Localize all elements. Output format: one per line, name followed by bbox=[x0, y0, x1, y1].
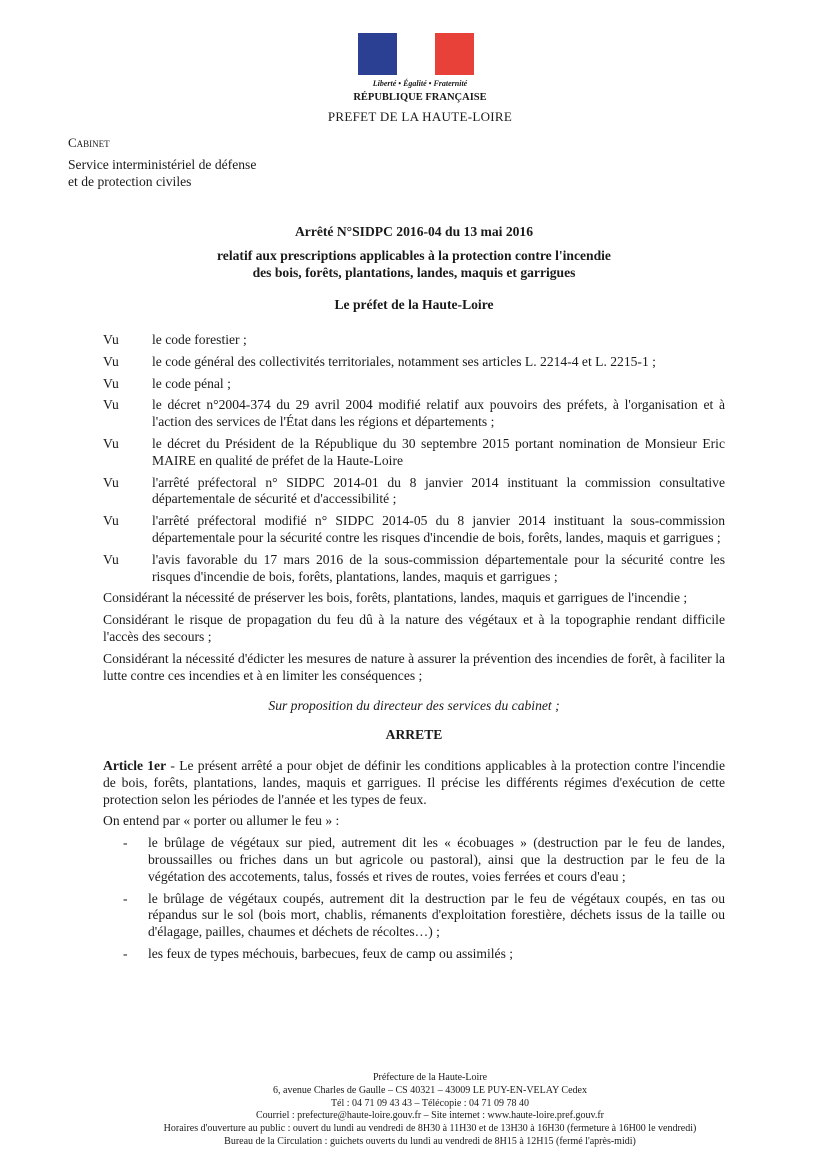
marianne-logo bbox=[358, 33, 474, 75]
bullet-item bbox=[103, 835, 725, 885]
bullet-text: le brûlage de végétaux coupés, autrement dit la destruction par le feu de végétaux coupés, en tas ou répandus sur le sol (bois mort, chablis, rémanents d'exploitation forestière, déchets issus de la taille ou d'élagage, pailles, chaumes et déchets de récoltes…) ; bbox=[148, 890, 725, 940]
considerant-list bbox=[103, 590, 725, 684]
vu-label: Vu bbox=[103, 332, 119, 347]
republic-name: RÉPUBLIQUE FRANÇAISE bbox=[353, 92, 487, 103]
vu-label: Vu bbox=[103, 375, 119, 391]
vu-text: le décret du Président de la République du 30 septembre 2015 portant nomination de Monsieur Eric MAIRE en qualité de préfet de la Haute-Loire bbox=[152, 435, 725, 468]
bullet-text: les feux de types méchouis, barbecues, feux de camp ou assimilés ; bbox=[148, 945, 514, 961]
vu-item bbox=[103, 376, 725, 393]
article-text: - Le présent arrêté a pour objet de définir les conditions applicables à la protection contre l'incendie de bois, forêts, plantations, landes, maquis et garrigues. Il précise les différents régimes d'exécution de cette protection selon les périodes de l'année et les types de feux. bbox=[103, 757, 725, 807]
vu-item bbox=[103, 552, 725, 586]
vu-label: Vu bbox=[103, 353, 119, 369]
footer-line: Horaires d'ouverture au public : ouvert du lundi au vendredi de 8H30 à 11H30 et de 13H30 à 16H30 (fermeture à 16H00 le vendredi) bbox=[163, 1123, 697, 1135]
vu-text: l'arrêté préfectoral n° SIDPC 2014-01 du 8 janvier 2014 instituant la commission consultative départementale de sécurité et d'accessibilité ; bbox=[152, 474, 725, 507]
decree-number: Arrêté N°SIDPC 2016-04 du 13 mai 2016 bbox=[294, 224, 534, 239]
vu-text: l'arrêté préfectoral modifié n° SIDPC 2014-05 du 8 janvier 2014 instituant la sous-commission départementale pour la sécurité contre les risques d'incendie de bois, forêts, landes, maquis et garrigues ; bbox=[152, 513, 725, 545]
footer-line: Tél : 04 71 09 43 43 – Télécopie : 04 71 09 78 40 bbox=[330, 1097, 530, 1109]
republic-motto: Liberté • Égalité • Fraternité bbox=[372, 79, 468, 88]
vu-item bbox=[103, 397, 725, 431]
vu-label: Vu bbox=[103, 397, 119, 413]
vu-item bbox=[103, 332, 725, 349]
vu-label: Vu bbox=[103, 551, 119, 567]
bullet-item bbox=[103, 946, 725, 963]
bullet-item bbox=[103, 891, 725, 941]
vu-text: le code pénal ; bbox=[152, 375, 231, 391]
vu-list bbox=[103, 332, 725, 585]
authority: Le préfet de la Haute-Loire bbox=[334, 297, 494, 313]
vu-text: le code général des collectivités territoriales, notamment ses articles L. 2214-4 et L. 2215-1 ; bbox=[152, 353, 656, 369]
decree-subject: relatif aux prescriptions applicables à la protection contre l'incendie bbox=[217, 247, 611, 263]
footer-line: 6, avenue Charles de Gaulle – CS 40321 – 43009 LE PUY-EN-VELAY Cedex bbox=[273, 1084, 587, 1096]
footer-line: Courriel : prefecture@haute-loire.gouv.fr – Site internet : www.haute-loire.pref.gouv.fr bbox=[256, 1110, 604, 1122]
vu-item bbox=[103, 354, 725, 371]
definition: On entend par « porter ou allumer le feu » : bbox=[103, 813, 340, 829]
footer bbox=[150, 1072, 710, 1149]
article-label: Article 1er bbox=[103, 757, 167, 773]
bullet-text: le brûlage de végétaux sur pied, autrement dit les « écobuages » (destruction par le feu de landes, broussailles ou friches dans un but agricole ou pastoral), ainsi que la destruction par le feu de la végétation des accotements, talus, fossés et rives de routes, voies ferrées et cours d'eau ; bbox=[148, 835, 725, 884]
bullet-dash: - bbox=[123, 890, 128, 906]
service-line: Service interministériel de défense bbox=[68, 157, 257, 172]
vu-text: l'avis favorable du 17 mars 2016 de la sous-commission départementale pour la sécurité contre les risques d'incendie de bois, forêts, plantations, landes, maquis et garrigues ; bbox=[152, 551, 725, 584]
considerant-item: Considérant la nécessité de préserver les bois, forêts, plantations, landes, maquis et garrigues de l'incendie ; bbox=[103, 590, 688, 606]
prefecture-name: PREFET DE LA HAUTE-LOIRE bbox=[327, 109, 513, 124]
vu-item bbox=[103, 436, 725, 470]
footer-line: Bureau de la Circulation : guichets ouverts du lundi au vendredi de 8H15 à 12H15 (fermé l'après-midi) bbox=[224, 1135, 636, 1147]
decree-subject: des bois, forêts, plantations, landes, maquis et garrigues bbox=[252, 264, 576, 280]
vu-label: Vu bbox=[103, 435, 119, 451]
vu-item bbox=[103, 513, 725, 547]
proposal: Sur proposition du directeur des services du cabinet ; bbox=[268, 698, 560, 714]
footer-line: Préfecture de la Haute-Loire bbox=[372, 1072, 488, 1083]
considerant-item: Considérant la nécessité d'édicter les mesures de nature à assurer la prévention des incendies de forêt, à faciliter la lutte contre ces incendies et à en limiter les conséquences ; bbox=[103, 650, 725, 683]
vu-text: le décret n°2004-374 du 29 avril 2004 modifié relatif aux pouvoirs des préfets, à l'organisation et à l'action des services de l'État dans les régions et départements ; bbox=[152, 397, 725, 430]
document-body bbox=[103, 332, 725, 968]
bullet-list bbox=[103, 835, 725, 963]
service-line: et de protection civiles bbox=[68, 173, 192, 189]
vu-text: le code forestier ; bbox=[152, 332, 247, 347]
cabinet-label: Cabinet bbox=[68, 135, 110, 150]
bullet-dash: - bbox=[123, 945, 128, 961]
arrete-heading: ARRETE bbox=[385, 727, 443, 743]
service-name bbox=[68, 157, 368, 191]
considerant-item: Considérant le risque de propagation du feu dû à la nature des végétaux et à la topographie rendant difficile l'accès des secours ; bbox=[103, 612, 725, 644]
vu-label: Vu bbox=[103, 513, 119, 529]
vu-label: Vu bbox=[103, 474, 119, 490]
document-title bbox=[103, 224, 725, 314]
vu-item bbox=[103, 475, 725, 509]
bullet-dash: - bbox=[123, 835, 128, 851]
article-1 bbox=[103, 758, 725, 808]
